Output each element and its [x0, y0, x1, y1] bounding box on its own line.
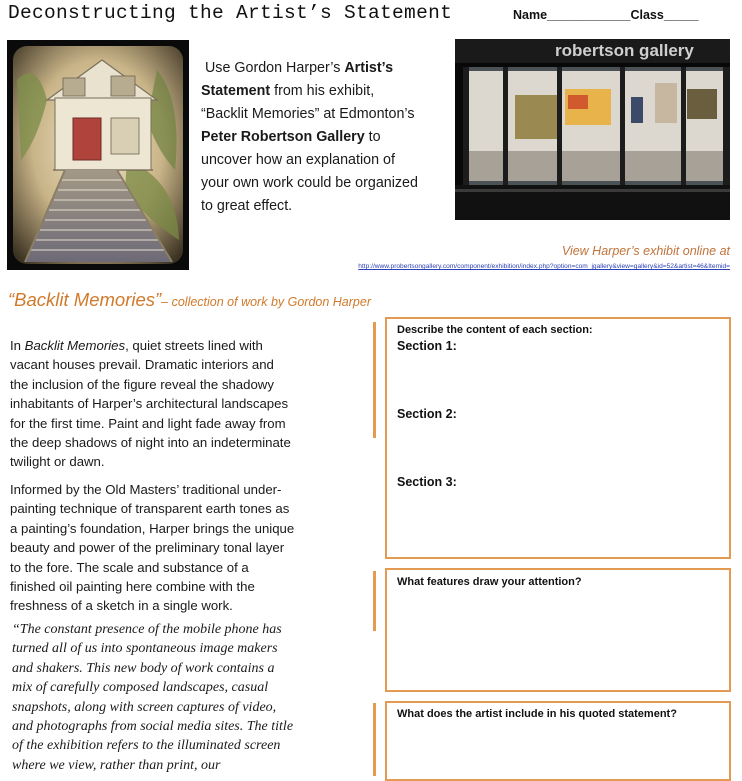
intro-bold-1: Artist’s Statement	[201, 60, 394, 99]
house-painting-illustration	[7, 40, 189, 270]
accent-bar-2	[373, 571, 376, 631]
house-painting	[7, 40, 189, 270]
accent-bar-1	[373, 322, 376, 438]
gallery-photo-illustration	[455, 39, 730, 220]
section-3-label: Section 3:	[397, 475, 457, 489]
intro-paragraph	[201, 57, 419, 218]
body-paragraph-2: Informed by the Old Masters’ traditional under-painting technique of transparent earth tones as a painting’s foundation, Harper brings the unique beauty and power of the preliminary tonal layer to the fore. The scale and substance of a finished oil painting here combine with the freshness of a sketch in a single work.	[10, 482, 295, 614]
intro-text-2: from his exhibit, “Backlit Memories” at Edmonton’s	[201, 83, 415, 122]
section-2-label: Section 2:	[397, 407, 457, 421]
features-answer-box[interactable]	[385, 568, 731, 692]
collection-title: “Backlit Memories”	[8, 289, 162, 310]
view-exhibit-caption: View Harper’s exhibit online at	[561, 244, 730, 258]
accent-bar-3	[373, 703, 376, 776]
p1-prefix: In	[10, 338, 25, 353]
collection-subtitle: – collection of work by Gordon Harper	[161, 295, 371, 309]
section-content-prompt: Describe the content of each section:	[397, 324, 593, 336]
quote-answer-box[interactable]	[385, 701, 731, 781]
intro-bold-2: Peter Robertson Gallery	[201, 129, 365, 145]
body-paragraph-1	[10, 336, 295, 472]
gallery-photo	[455, 39, 730, 220]
worksheet-title: Deconstructing the Artist’s Statement	[8, 2, 453, 24]
section-content-box[interactable]	[385, 317, 731, 559]
intro-text-1: Use Gordon Harper’s	[204, 60, 345, 76]
exhibit-link[interactable]: http://www.probertsongallery.com/component/exhibition/index.php?option=com_jgallery&view=gallery&id=52&artist=46&Itemid=	[358, 263, 730, 270]
features-prompt: What features draw your attention?	[397, 576, 582, 588]
p1-rest: , quiet streets lined with vacant houses prevail. Dramatic interiors and the inclusion of the figure reveal the shadowy inhabitants of Harper’s architectural landscapes for the first time. Paint and light fade away from the deep shadows of night into an indeterminate twilight or dawn.	[10, 338, 291, 470]
collection-heading	[8, 289, 371, 311]
quote-prompt: What does the artist include in his quoted statement?	[397, 708, 677, 720]
p1-italic: Backlit Memories	[24, 338, 126, 353]
section-1-label: Section 1:	[397, 339, 457, 353]
artist-quote: “The constant presence of the mobile phone has turned all of us into spontaneous image makers and shakers. This new body of work contains a mix of carefully composed landscapes, casual snapshots, along with screen captures of video, and photographs from social media sites. The title of the exhibition refers to the illuminated screen where we view, rather than print, our	[12, 622, 294, 773]
name-class-line: Name____________Class_____	[513, 8, 699, 22]
gallery-sign-text: robertson gallery	[555, 41, 694, 60]
intro-text-3: to uncover how an explanation of your own work could be organized to great effect.	[201, 129, 418, 214]
